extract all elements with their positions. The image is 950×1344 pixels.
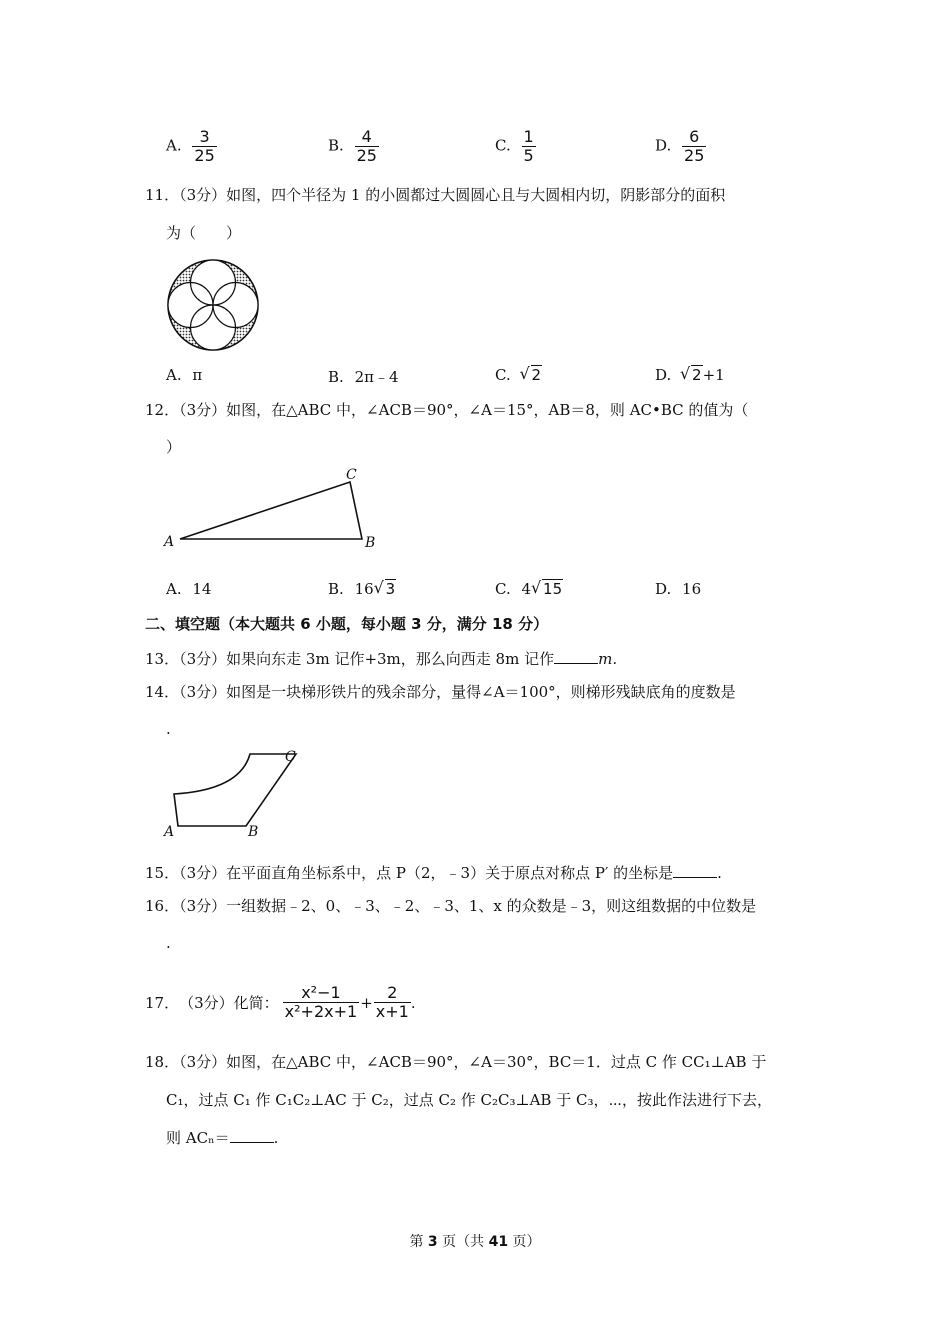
- q11-circle-figure: [164, 258, 262, 354]
- q14-trapezoid-figure: [160, 744, 310, 840]
- radicand: 2: [692, 366, 702, 384]
- footer-text: 页（共: [437, 1234, 489, 1250]
- total-pages: 41: [488, 1234, 509, 1250]
- option-value: 2π﹣4: [354, 368, 399, 386]
- q15-line: [145, 863, 722, 882]
- trapezoid-remnant: [174, 754, 296, 826]
- triangle-abc: [180, 482, 362, 539]
- q12-option-b: [328, 580, 396, 598]
- radicand: 15: [543, 580, 563, 598]
- option-suffix: +1: [702, 366, 725, 384]
- vertex-label-c: C: [346, 467, 357, 483]
- question-text: 如图，四个半径为 1 的小圆都过大圆圆心且与大圆相内切，阴影部分的面积: [226, 186, 726, 204]
- option-label: C.: [495, 136, 511, 155]
- q18-line3: [166, 1128, 278, 1147]
- q12-option-a: [166, 580, 211, 598]
- q12-line2: ）: [166, 438, 182, 456]
- question-text: 如图，在△ABC 中，∠ACB＝90°，∠A＝30°，BC＝1．过点 C 作 CC₁⊥AB 于: [226, 1053, 767, 1071]
- q12-option-c: [495, 580, 563, 598]
- q10-option-c: [495, 128, 536, 165]
- question-score: （3分）: [179, 897, 227, 915]
- option-label: B.: [328, 136, 344, 155]
- question-number: 12．: [145, 401, 180, 419]
- question-number: 18．: [145, 1053, 180, 1071]
- question-number: 14．: [145, 683, 180, 701]
- plus-sign: +: [360, 993, 373, 1012]
- question-score: （3分）: [179, 401, 227, 419]
- option-label: A.: [166, 580, 182, 598]
- fraction-2: [374, 984, 411, 1021]
- radicand: 2: [531, 366, 542, 384]
- question-suffix: .: [410, 993, 416, 1012]
- answer-blank[interactable]: [673, 863, 717, 878]
- numerator: 3: [199, 127, 210, 146]
- option-label: D.: [655, 366, 672, 384]
- vertex-label-c: C: [285, 749, 296, 765]
- fraction: [355, 128, 379, 165]
- option-label: C.: [495, 366, 511, 384]
- question-number: 15．: [145, 864, 180, 882]
- q11-option-c: [495, 366, 542, 384]
- q18-line2: C₁，过点 C₁ 作 C₁C₂⊥AC 于 C₂，过点 C₂ 作 C₂C₃⊥AB 于 C₃，⋯，按此作法进行下去，: [166, 1091, 772, 1109]
- denominator: 25: [356, 146, 377, 165]
- fraction: [522, 128, 536, 165]
- question-score: （3分）: [179, 683, 227, 701]
- question-text: 在平面直角坐标系中，点 P（2，﹣3）关于原点对称点 P′ 的坐标是: [226, 864, 674, 882]
- q12-triangle-figure: [160, 462, 390, 554]
- square-root: √ 3: [373, 578, 396, 598]
- option-value: 16: [682, 580, 702, 598]
- question-score: （3分）: [179, 186, 227, 204]
- q11-line2: 为（ ）: [166, 224, 242, 242]
- vertex-label-b: B: [365, 535, 376, 551]
- q12-line1: [145, 401, 748, 419]
- fraction-1: [283, 984, 360, 1021]
- q10-option-d: [655, 128, 706, 165]
- footer-text: 第: [409, 1234, 428, 1250]
- option-value: 14: [192, 580, 212, 598]
- section-heading: 二、填空题（本大题共 6 小题，每小题 3 分，满分 18 分）: [145, 615, 549, 633]
- option-label: C.: [495, 580, 511, 598]
- option-label: A.: [166, 366, 182, 384]
- option-value: π: [192, 366, 203, 384]
- numerator: 1: [523, 127, 534, 146]
- question-suffix: m.: [598, 650, 618, 668]
- option-label: D.: [655, 580, 672, 598]
- q16-line2: .: [166, 934, 171, 952]
- question-number: 17．: [145, 993, 180, 1012]
- answer-blank[interactable]: [554, 649, 598, 664]
- question-text: 如图是一块梯形铁片的残余部分，量得∠A＝100°，则梯形残缺底角的度数是: [226, 683, 736, 701]
- question-score: （3分）: [179, 1053, 227, 1071]
- q14-line2: .: [166, 720, 171, 738]
- footer-text: 页）: [508, 1234, 541, 1250]
- q11-option-a: [166, 366, 202, 384]
- numerator: x²−1: [301, 983, 341, 1002]
- radicand: 3: [385, 580, 396, 598]
- question-number: 13．: [145, 650, 180, 668]
- option-label: A.: [166, 136, 182, 155]
- answer-blank[interactable]: [230, 1128, 274, 1143]
- question-number: 16．: [145, 897, 180, 915]
- fraction: [682, 128, 706, 165]
- vertex-label-b: B: [248, 824, 259, 840]
- denominator: 25: [684, 146, 705, 165]
- page-number: 3: [427, 1234, 438, 1250]
- question-number: 11．: [145, 186, 180, 204]
- denominator: 5: [523, 146, 534, 165]
- option-label: D.: [655, 136, 672, 155]
- coefficient: 16: [354, 580, 374, 598]
- fraction: [192, 128, 216, 165]
- numerator: 2: [387, 983, 398, 1002]
- question-suffix: .: [273, 1129, 279, 1147]
- q12-option-d: [655, 580, 701, 598]
- option-label: B.: [328, 368, 344, 386]
- denominator: x²+2x+1: [284, 1002, 358, 1021]
- question-text: 一组数据﹣2、0、﹣3、﹣2、﹣3、1、x 的众数是﹣3，则这组数据的中位数是: [226, 897, 757, 915]
- question-text: 如果向东走 3m 记作+3m，那么向西走 8m 记作: [226, 650, 555, 668]
- q11-option-d: [655, 366, 725, 384]
- q16-line1: [145, 897, 756, 915]
- q17-line: [145, 984, 416, 1021]
- vertex-label-a: A: [164, 824, 175, 840]
- question-suffix: .: [717, 864, 722, 882]
- q10-option-b: [328, 128, 379, 165]
- question-text: 化简：: [233, 993, 279, 1012]
- square-root: √ 2: [680, 364, 702, 384]
- square-root: √ 2: [519, 364, 542, 384]
- q13-line: [145, 649, 617, 668]
- q18-line1: [145, 1053, 766, 1071]
- numerator: 6: [689, 127, 700, 146]
- coefficient: 4: [521, 580, 532, 598]
- q11-option-b: [328, 366, 399, 387]
- q10-option-a: [166, 128, 217, 165]
- vertex-label-a: A: [164, 534, 175, 550]
- question-text: 如图，在△ABC 中，∠ACB＝90°，∠A＝15°，AB＝8，则 AC•BC 的值为（: [226, 401, 749, 419]
- numerator: 4: [361, 127, 372, 146]
- question-score: （3分）: [179, 864, 227, 882]
- page-footer: [0, 1231, 950, 1251]
- question-text: 则 ACₙ＝: [166, 1129, 230, 1147]
- option-label: B.: [328, 580, 344, 598]
- q11-line1: [145, 186, 725, 204]
- question-score: （3分）: [179, 993, 234, 1012]
- denominator: x+1: [375, 1002, 409, 1021]
- question-score: （3分）: [179, 650, 227, 668]
- square-root: √ 15: [531, 578, 563, 598]
- denominator: 25: [194, 146, 215, 165]
- q14-line1: [145, 683, 736, 701]
